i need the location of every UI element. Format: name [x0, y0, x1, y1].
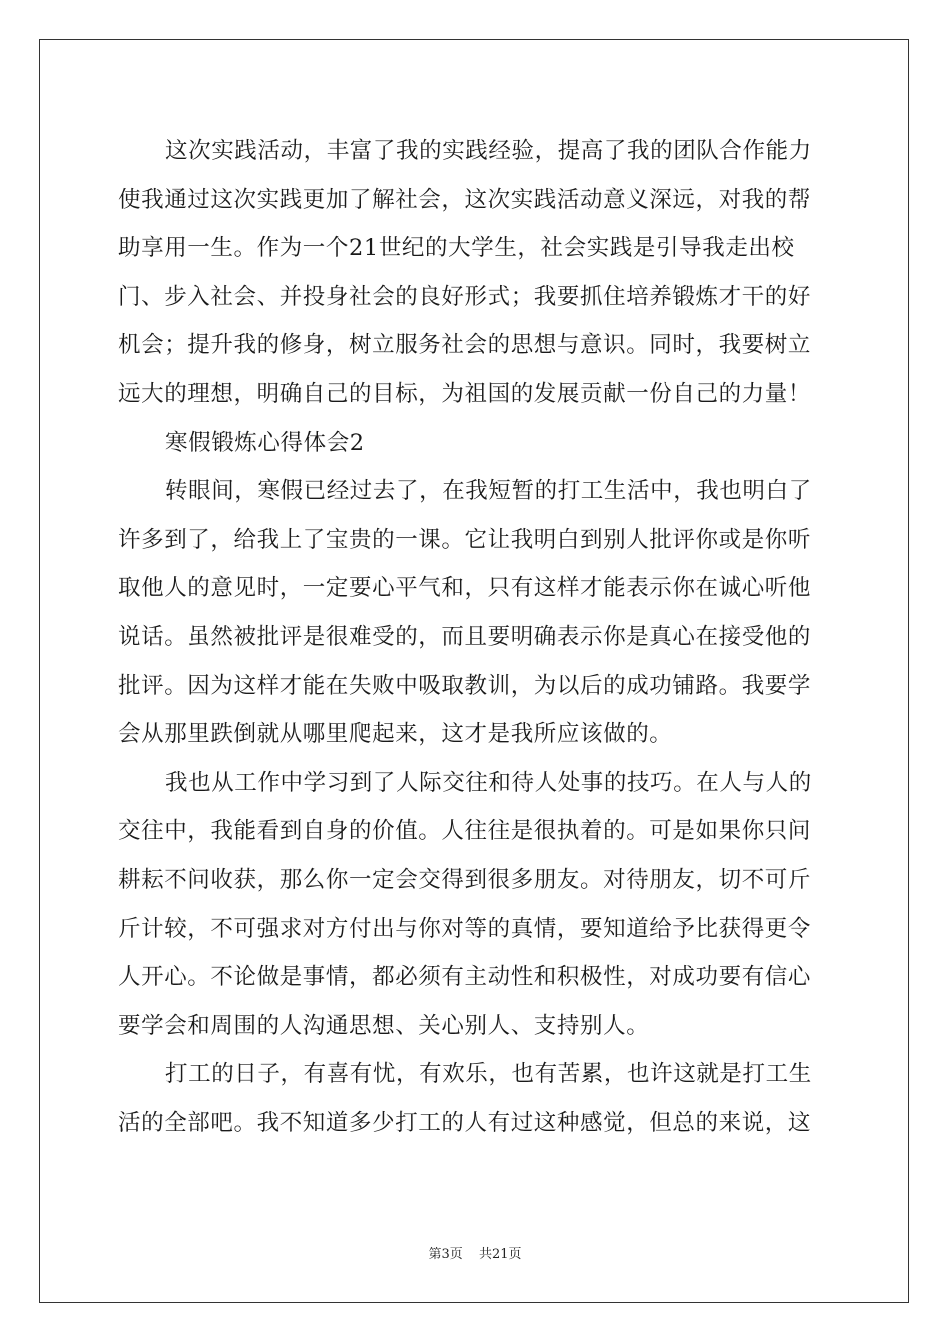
text-line: 批评。因为这样才能在失败中吸取教训，为以后的成功铺路。我要学	[118, 672, 812, 699]
text-line: 交往中，我能看到自身的价值。人往往是很执着的。可是如果你只问	[118, 818, 812, 845]
page-number: 第3页	[428, 1247, 463, 1262]
page-total: 共21页	[478, 1247, 522, 1262]
text-line: 会从那里跌倒就从哪里爬起来，这才是我所应该做的。	[118, 721, 673, 748]
text-line: 转眼间，寒假已经过去了，在我短暂的打工生活中，我也明白了	[165, 478, 812, 505]
section-heading: 寒假锻炼心得体会2	[165, 429, 365, 456]
text-line: 耕耘不问收获，那么你一定会交得到很多朋友。对待朋友，切不可斤	[118, 866, 812, 893]
text-line: 要学会和周围的人沟通思想、关心别人、支持别人。	[118, 1012, 650, 1039]
text-line: 取他人的意见时，一定要心平气和，只有这样才能表示你在诚心听他	[118, 575, 812, 602]
text-line: 人开心。不论做是事情，都必须有主动性和积极性，对成功要有信心	[118, 964, 812, 991]
text-line: 这次实践活动，丰富了我的实践经验，提高了我的团队合作能力	[165, 138, 812, 164]
text-line: 使我通过这次实践更加了解社会，这次实践活动意义深远，对我的帮	[118, 186, 812, 213]
text-line: 活的全部吧。我不知道多少打工的人有过这种感觉，但总的来说，这	[118, 1109, 812, 1136]
text-line: 门、步入社会、并投身社会的良好形式；我要抓住培养锻炼才干的好	[118, 283, 812, 310]
page-footer	[0, 1243, 950, 1262]
text-line: 许多到了，给我上了宝贵的一课。它让我明白到别人批评你或是你听	[118, 526, 812, 553]
document-body	[118, 127, 834, 1147]
text-line: 打工的日子，有喜有忧，有欢乐，也有苦累，也许这就是打工生	[165, 1061, 812, 1088]
text-line: 机会；提升我的修身，树立服务社会的思想与意识。同时，我要树立	[118, 332, 812, 359]
text-line: 我也从工作中学习到了人际交往和待人处事的技巧。在人与人的	[165, 769, 812, 796]
text-line: 说话。虽然被批评是很难受的，而且要明确表示你是真心在接受他的	[118, 623, 812, 650]
text-line: 斤计较，不可强求对方付出与你对等的真情，要知道给予比获得更令	[118, 915, 812, 942]
text-line: 助享用一生。作为一个21世纪的大学生，社会实践是引导我走出校	[118, 235, 795, 262]
text-line: 远大的理想，明确自己的目标，为祖国的发展贡献一份自己的力量！	[118, 380, 812, 407]
